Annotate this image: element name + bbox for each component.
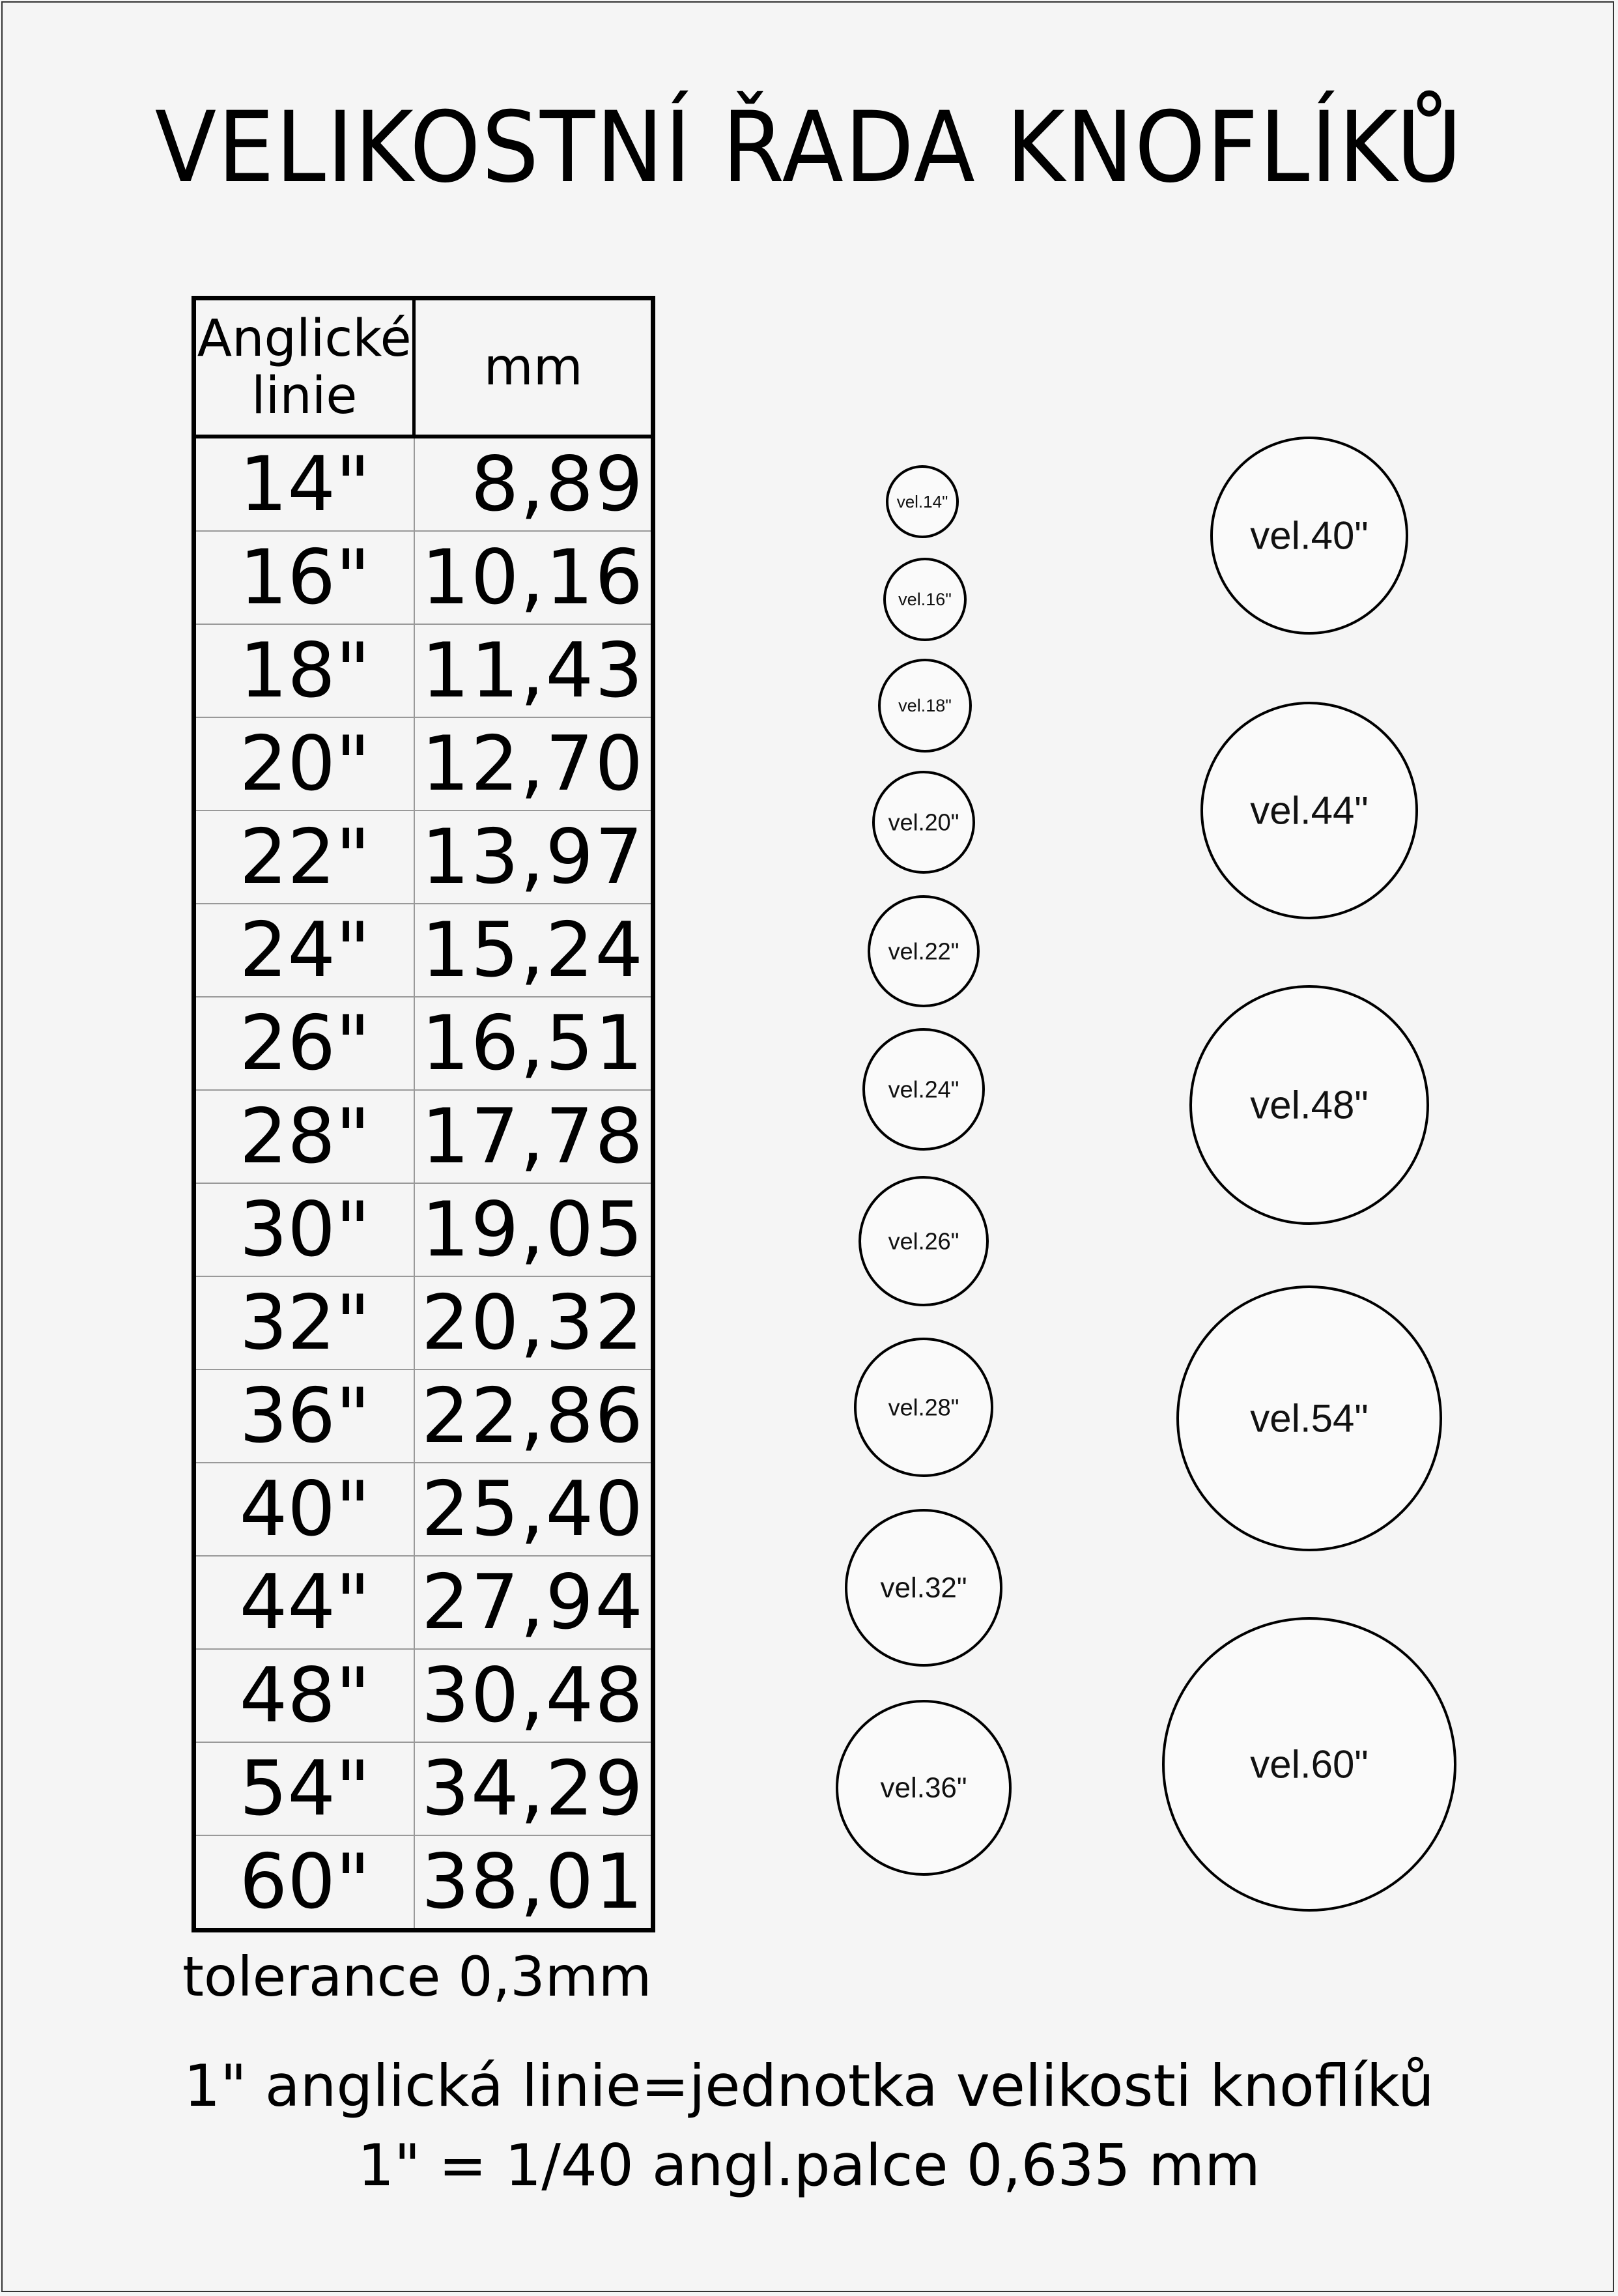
size-mm-cell: 13,97: [414, 811, 653, 904]
button-label: vel.60": [1250, 1742, 1369, 1787]
button-size-9: [846, 1510, 1001, 1665]
size-line-cell: 54": [194, 1742, 414, 1835]
button-size-7: [860, 1177, 987, 1305]
size-mm-cell: 11,43: [414, 624, 653, 717]
button-size-12: [1202, 703, 1417, 918]
size-line-cell: 16": [194, 531, 414, 624]
size-line-cell: 18": [194, 624, 414, 717]
size-mm-cell: 15,24: [414, 904, 653, 997]
size-line-cell: 30": [194, 1183, 414, 1276]
size-mm-cell: 8,89: [414, 437, 653, 531]
button-label: vel.26": [888, 1227, 959, 1255]
button-size-14: [1178, 1287, 1441, 1550]
button-label: vel.54": [1250, 1396, 1369, 1441]
size-line-cell: 60": [194, 1835, 414, 1930]
button-size-3: [879, 660, 971, 751]
button-label: vel.28": [888, 1394, 959, 1421]
size-mm-cell: 10,16: [414, 531, 653, 624]
size-mm-cell: 25,40: [414, 1463, 653, 1556]
size-line-cell: 22": [194, 811, 414, 904]
button-label: vel.48": [1250, 1083, 1369, 1127]
page-title: VELIKOSTNÍ ŘADA KNOFLÍKŮ: [154, 91, 1464, 205]
button-label: vel.36": [880, 1772, 967, 1804]
size-mm-cell: 12,70: [414, 717, 653, 811]
size-line-cell: 24": [194, 904, 414, 997]
button-label: vel.22": [888, 938, 959, 965]
button-size-2: [885, 559, 965, 640]
size-mm-cell: 30,48: [414, 1649, 653, 1742]
button-label: vel.14": [896, 492, 948, 511]
header-line-1: Anglické: [197, 309, 412, 368]
button-size-5: [869, 897, 978, 1006]
header-line-2: linie: [251, 367, 358, 425]
button-size-13: [1191, 986, 1428, 1224]
size-line-cell: 48": [194, 1649, 414, 1742]
size-mm-cell: 34,29: [414, 1742, 653, 1835]
size-mm-cell: 20,32: [414, 1276, 653, 1370]
header-mm: mm: [414, 298, 653, 437]
size-line-cell: 28": [194, 1090, 414, 1183]
size-line-cell: 26": [194, 997, 414, 1090]
button-label: vel.20": [888, 809, 959, 836]
button-size-6: [864, 1029, 984, 1149]
button-size-1: [887, 466, 958, 537]
size-line-cell: 32": [194, 1276, 414, 1370]
size-mm-cell: 27,94: [414, 1556, 653, 1649]
size-mm-cell: 17,78: [414, 1090, 653, 1183]
tolerance-note: tolerance 0,3mm: [182, 1945, 652, 2009]
button-size-10: [837, 1701, 1010, 1874]
unit-conversion-note: 1" = 1/40 angl.palce 0,635 mm: [358, 2132, 1260, 2199]
size-mm-cell: 22,86: [414, 1370, 653, 1463]
size-line-cell: 40": [194, 1463, 414, 1556]
button-label: vel.44": [1250, 788, 1369, 833]
size-line-cell: 20": [194, 717, 414, 811]
button-label: vel.16": [898, 590, 952, 609]
button-size-4: [873, 772, 974, 872]
size-mm-cell: 19,05: [414, 1183, 653, 1276]
unit-definition-note: 1" anglická linie=jednotka velikosti knoflíků: [184, 2052, 1434, 2119]
button-label: vel.40": [1250, 513, 1369, 558]
button-label: vel.18": [898, 696, 952, 715]
button-size-8: [855, 1339, 992, 1476]
size-mm-cell: 16,51: [414, 997, 653, 1090]
size-mm-cell: 38,01: [421, 1838, 644, 1926]
button-label: vel.32": [880, 1571, 967, 1604]
button-size-15: [1163, 1618, 1455, 1910]
size-line-cell: 44": [194, 1556, 414, 1649]
size-line-cell: 14": [194, 437, 414, 531]
size-line-cell: 36": [194, 1370, 414, 1463]
button-label: vel.24": [888, 1076, 959, 1103]
button-size-11: [1212, 438, 1407, 633]
